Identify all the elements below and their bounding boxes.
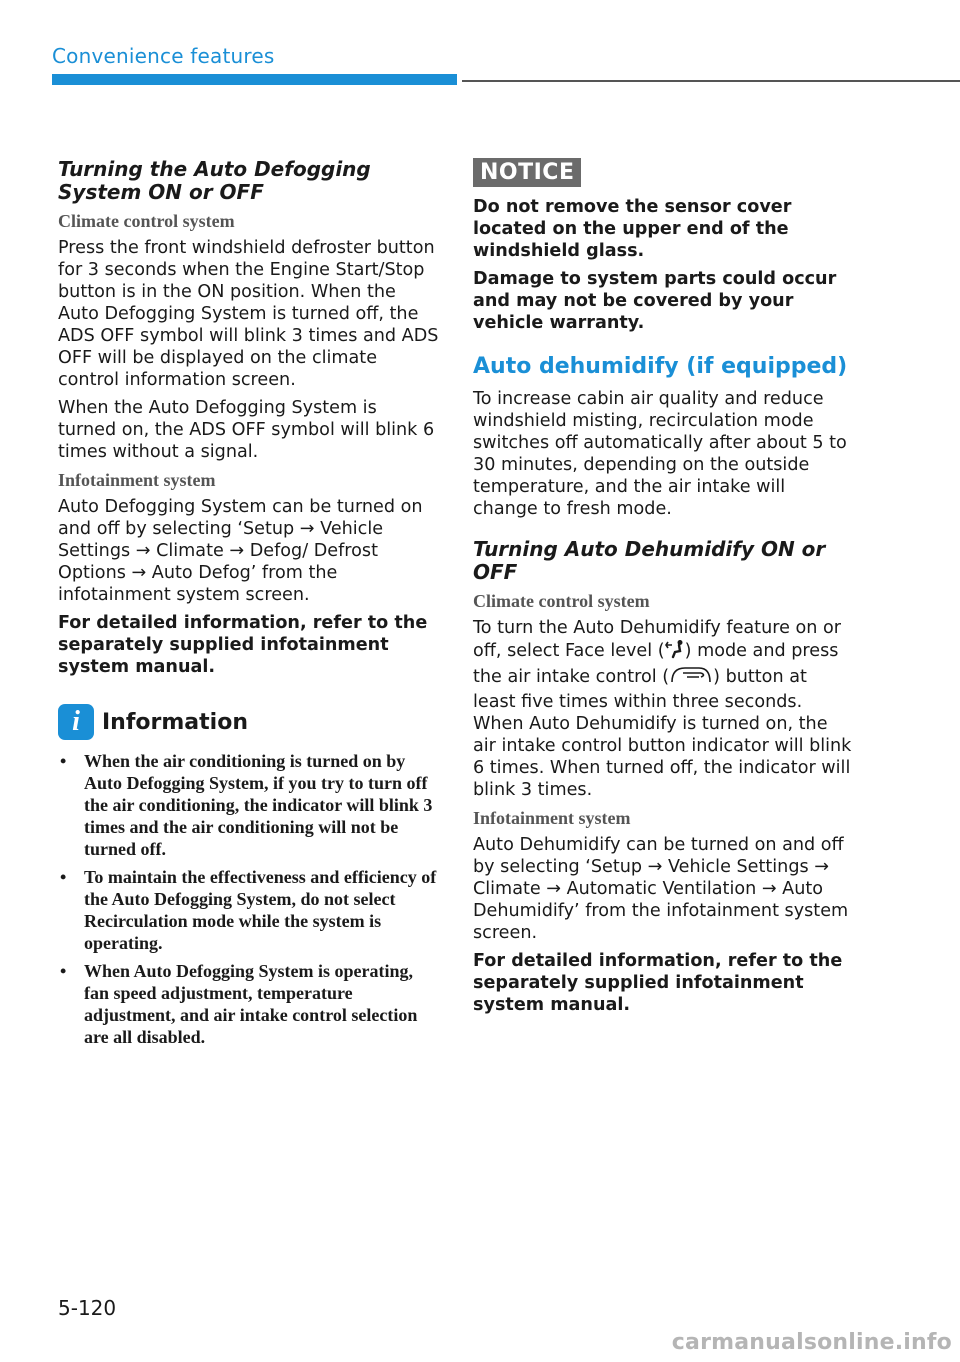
information-header [58, 704, 440, 740]
dehumidify-infotainment-paragraph-1: Auto Dehumidify can be turned on and off by selecting ‘Setup → Vehicle Settings → Climate → Automatic Ventilation → Auto Dehumidify’ from the infotainment system screen. [473, 835, 849, 943]
list-item: • When the air conditioning is turned on by Auto Defogging System, if you try to turn off the air conditioning, the indicator will blink 3 times and the air conditioning will not be turned off. [58, 750, 440, 860]
header-title: Convenience features [52, 44, 275, 68]
dehumidify-paragraph: To increase cabin air quality and reduce windshield misting, recirculation mode switches off automatically after about 5 to 30 minutes, depending on the outside temperature, and the air intake will change to fresh mode. [473, 389, 847, 519]
climate-paragraph-1: Press the front windshield defroster button for 3 seconds when the Engine Start/Stop button is in the ON position. When the Auto Defogging System is turned off, the ADS OFF symbol will blink 3 times and ADS OFF will be displayed on the climate control information screen. [58, 238, 439, 390]
header-bar-divider [462, 80, 960, 82]
infotainment-subheading: Infotainment system [58, 470, 216, 490]
ads-heading: Turning the Auto Defogging System ON or OFF [58, 157, 371, 204]
dehumidify-climate-paragraph [473, 617, 853, 801]
dehumidify-title: Auto dehumidify (if equipped) [473, 354, 848, 379]
right-column [473, 158, 853, 1022]
climate-text-c: ) button at least five times within three seconds. When Auto Dehumidify is turned on, the air intake control button indicator will blink 6 times. When turned off, the indicator will blink 3 times. [473, 667, 852, 800]
header-bar-accent [52, 74, 457, 85]
climate-text-a: To turn the Auto Dehumidify feature on or off, select Face level ( [473, 618, 841, 661]
climate-text-b: ) mode and press the air intake control ( [473, 641, 839, 687]
climate-subheading: Climate control system [58, 211, 235, 231]
info-icon: i [58, 704, 94, 740]
dehumidify-infotainment-paragraph-2: For detailed information, refer to the separately supplied infotainment system manual. [473, 951, 843, 1015]
notice-paragraph-2: Damage to system parts could occur and may not be covered by your vehicle warranty. [473, 269, 837, 333]
face-level-icon [665, 639, 685, 665]
dehumidify-climate-subheading: Climate control system [473, 591, 650, 611]
information-list [58, 750, 440, 1048]
air-intake-icon [669, 665, 713, 691]
watermark: carmanualsonline.info [671, 1330, 952, 1355]
information-title: Information [102, 709, 248, 735]
list-item: • When Auto Defogging System is operating, fan speed adjustment, temperature adjustment, and air intake control selection are all disabled. [58, 960, 440, 1048]
left-column [58, 158, 440, 1054]
notice-badge: NOTICE [473, 158, 581, 187]
infotainment-paragraph-2: For detailed information, refer to the separately supplied infotainment system manual. [58, 613, 428, 677]
infotainment-paragraph-1: Auto Defogging System can be turned on and off by selecting ‘Setup → Vehicle Settings → Climate → Defog/ Defrost Options → Auto Defog’ from the infotainment system screen. [58, 497, 423, 605]
dehumidify-infotainment-subheading: Infotainment system [473, 808, 631, 828]
notice-paragraph-1: Do not remove the sensor cover located on the upper end of the windshield glass. [473, 197, 792, 261]
climate-paragraph-2: When the Auto Defogging System is turned on, the ADS OFF symbol will blink 6 times without a signal. [58, 398, 435, 462]
dehumidify-heading: Turning Auto Dehumidify ON or OFF [473, 537, 826, 584]
list-item: • To maintain the effectiveness and efficiency of the Auto Defogging System, do not select Recirculation mode while the system is operating. [58, 866, 440, 954]
page-number: 5-120 [58, 1296, 117, 1320]
